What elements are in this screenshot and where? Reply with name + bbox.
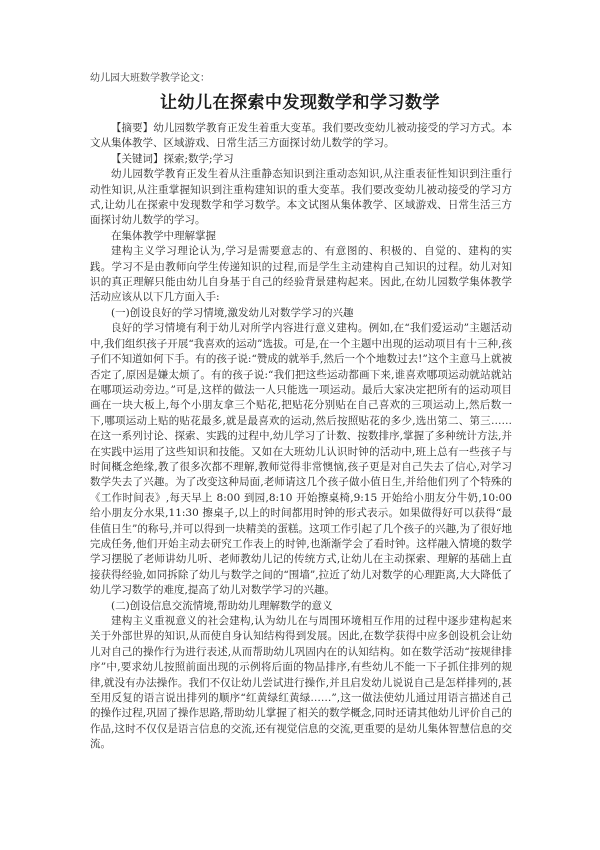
subsection1-heading: (一)创设良好的学习情境,激发幼儿对数学学习的兴趣 [111,306,354,319]
section1-intro-paragraph: 建构主义学习理论认为,学习是需要意志的、有意图的、积极的、自觉的、建构的实践。学习不是由教师向学生传递知识的过程,而是学生主动建构自己知识的过程。幼儿对知识的真正理解只能由幼儿自身基于自己的经验背景建构起来。因此,在幼儿园数学集体教学活动应该从以下几方面入手: [90,245,512,304]
subsection2-paragraph: 建构主义重视意义的社会建构,认为幼儿在与周围环境相互作用的过程中逐步建构起来关于外部世界的知识,从而使自身认知结构得到发展。因此,在数学获得中应多创设机会让幼儿对自己的操作行为进行表述,从而帮助幼儿巩固内在的认知结构。如在数学活动“按规律排序”中,要求幼儿按照前面出现的示例将后面的物品排序,有些幼儿不能一下子抓住排列的规律,就没有办法操作。我们不仅让幼儿尝试进行操作,并且启发幼儿说说自己是怎样排列的,甚至用反复的语言说出排列的顺序“红黄绿红黄绿……”,这一做法使幼儿通过用语言描述自己的操作过程,巩固了操作思路,帮助幼儿掌握了相关的数学概念,同时还请其他幼儿评价自己的作品,这时不仅仅是语言信息的交流,还有视觉信息的交流,更重要的是幼儿集体智慧信息的交流。 [90,615,512,751]
subsection2-heading: (二)创设信息交流情境,帮助幼儿理解数学的意义 [111,599,333,612]
document-category: 幼儿园大班数学教学论文： [90,73,210,84]
document-body [90,121,512,753]
keywords-paragraph [90,152,512,167]
intro-paragraph: 幼儿园数学教育正发生着从注重静态知识到注重动态知识,从注重表征性知识到注重行动性知识,从注重掌握知识到注重构建知识的重大变革。我们要改变幼儿被动接受的学习方式,让幼儿在探索中发现数学和学习数学。本文试图从集体教学、区域游戏、日常生活三方面探讨幼儿数学的学习。 [90,168,512,227]
keywords-label: 【关键词】 [111,152,164,165]
document-title: 让幼儿在探索中发现数学和学习数学 [160,93,440,113]
keywords-text: 探索;数学;学习 [163,152,234,165]
abstract-label: 【摘要】 [111,122,154,134]
section1-heading: 在集体教学中理解掌握 [111,229,216,242]
abstract-paragraph [90,121,512,152]
subsection1-paragraph: 良好的学习情境有利于幼儿对所学内容进行意义建构。例如,在“我们爱运动”主题活动中,我们组织孩子开展“我喜欢的运动”选拔。可是,在一个主题中出现的运动项目有十三种,孩子们不知道如何下手。有的孩子说:“赞成的就举手,然后一个个地数过去!”这个主意马上就被否定了,原因是嫌太烦了。有的孩子说:“我们把这些运动都画下来,谁喜欢哪项运动就站就站在哪项运动旁边。”可是,这样的做法一人只能选一项运动。最后大家决定把所有的运动项目画在一块大板上,每个小朋友拿三个贴花,把贴花分别贴在自己喜欢的三项运动上,然后数一下,哪项运动上贴的贴花最多,就是最喜欢的运动,然后按照贴花的多少,选出第二、第三……在这一系列讨论、探索、实践的过程中,幼儿学习了计数、按数排序,掌握了多种统计方法,并在实践中运用了这些知识和技能。又如在大班幼儿认识时钟的活动中,班上总有一些孩子与时间概念绝缘,教了很多次都不理解,教师觉得非常懊恼,孩子更是对自己失去了信心,对学习数学失去了兴趣。为了改变这种局面,老师请这几个孩子做小值日生,并给他们列了个特殊的《工作时间表》,每天早上 8:00 到园,8:10 开始擦桌椅,9:15 开始给小朋友分牛奶,10:00 给小朋友分水果,11:30 擦桌子,以上的时间都用时钟的形式表示。如果做得好可以获得“最佳值日生”的称号,并可以得到一块精美的蛋糕。这项工作引起了几个孩子的兴趣,为了很好地完成任务,他们开始主动去研究工作表上的时钟,也渐渐学会了看时钟。这样融入情境的数学学习摆脱了老师讲幼儿听、老师教幼儿记的传统方式,让幼儿在主动探索、理解的基础上直接获得经验,如同拆除了幼儿与数学之间的“围墙”,拉近了幼儿对数学的心理距离,大大降低了幼儿学习数学的难度,提高了幼儿对数学学习的兴趣。 [90,322,512,597]
abstract-text: 幼儿园数学教育正发生着重大变革。我们要改变幼儿被动接受的学习方式。本文从集体教学、区域游戏、日常生活三方面探讨幼儿数学的学习。 [90,122,513,150]
